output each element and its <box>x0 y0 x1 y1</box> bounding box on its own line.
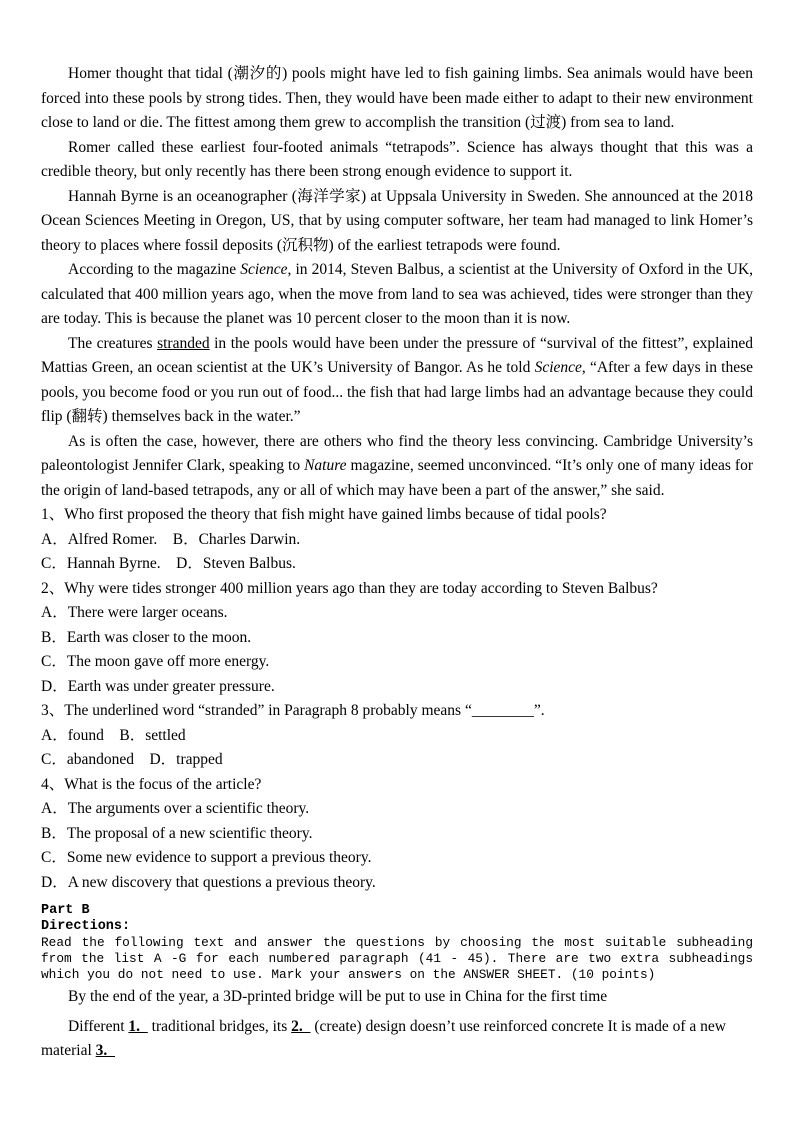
text-run: , in 2014, Steven Balbus, a scientist at the University of Oxford in the UK, calculated that 400 million years ago, when the move from land to sea was achieved, tides were stronger than they are today. This is because the planet was 10 percent closer to the moon than it is now. <box>41 261 754 327</box>
text-run: (create) design doesn’t use reinforced concrete It is made of a new material <box>41 1017 726 1059</box>
text-run: Science <box>534 359 582 376</box>
option-line: C．Hannah Byrne. D．Steven Balbus. <box>41 555 296 572</box>
text-run: According to the magazine <box>68 261 241 278</box>
text-run: 1. <box>128 1017 148 1035</box>
reading-passage <box>41 62 753 503</box>
part-b-heading: Part B <box>41 903 90 918</box>
option-line: A．Alfred Romer. B．Charles Darwin. <box>41 530 301 548</box>
paragraph <box>41 332 753 430</box>
paragraph <box>41 185 753 259</box>
question <box>41 503 753 577</box>
question <box>41 577 753 700</box>
text-run: The creatures <box>68 334 158 352</box>
question-text: 4、What is the focus of the article? <box>41 775 262 793</box>
question <box>41 699 753 773</box>
passage-intro-line: By the end of the year, a 3D-printed bridge will be put to use in China for the first time <box>68 988 608 1005</box>
text-run: Romer called these earliest four-footed animals “tetrapods”. Science has always thought that this was a credible theory, but only recently has there been strong enough evidence to support it. <box>41 138 753 180</box>
question <box>41 773 753 896</box>
option-line: D．A new discovery that questions a previous theory. <box>41 873 376 891</box>
paragraph <box>41 136 753 185</box>
option-line: A．There were larger oceans. <box>41 604 228 621</box>
cloze-sentence <box>41 1015 753 1064</box>
option-line: C．Some new evidence to support a previous theory. <box>41 849 372 866</box>
question-text: 1、Who first proposed the theory that fish might have gained limbs because of tidal pools? <box>41 506 607 523</box>
text-run: magazine, seemed unconvinced. “It’s only one of many ideas for the origin of land-based tetrapods, any or all of which may have been a part of the answer,” she said. <box>41 457 753 499</box>
text-run: Hannah Byrne is an oceanographer (海洋学家) at Uppsala University in Sweden. She announced at the 2018 Ocean Sciences Meeting in Oregon, US, that by using computer software, her team had managed to link Homer’s theory to places where fossil deposits (沉积物) of the earliest tetrapods were found. <box>41 187 753 254</box>
question-text: 3、The underlined word “stranded” in Paragraph 8 probably means “________”. <box>41 702 545 719</box>
text-run: , “After a few days in these pools, you become food or you run out of food... the fish that had large limbs had an advantage because they could flip (翻转) themselves back in the water.” <box>41 359 753 425</box>
text-run: Science <box>240 261 288 278</box>
text-run: traditional bridges, its <box>147 1017 292 1035</box>
text-run: Different <box>68 1017 129 1035</box>
paragraph <box>41 258 753 332</box>
text-run: 3. <box>95 1042 116 1059</box>
option-line: C．abandoned D．trapped <box>41 751 223 768</box>
option-line: A．found B．settled <box>41 726 186 744</box>
question-text: 2、Why were tides stronger 400 million years ago than they are today according to Steven Balbus? <box>41 579 658 597</box>
text-run: As is often the case, however, there are others who find the theory less convincing. Cambridge University’s paleontologist Jennifer Clark, speaking to <box>41 432 753 474</box>
directions-label: Directions: <box>41 919 131 934</box>
directions-text: Read the following text and answer the questions by choosing the most suitable subheading from the list A -G for each numbered paragraph (41 - 45). There are two extra subheadings which you do not need to use. Mark your answers on the ANSWER SHEET. (10 points) <box>41 935 753 982</box>
text-run: 2. <box>291 1017 311 1035</box>
option-line: C．The moon gave off more energy. <box>41 653 270 670</box>
part-b-section <box>41 903 753 1064</box>
paragraph <box>41 430 753 504</box>
option-line: B．The proposal of a new scientific theory. <box>41 824 313 842</box>
paragraph <box>41 62 753 136</box>
text-run: Homer thought that tidal (潮汐的) pools might have led to fish gaining limbs. Sea animals would have been forced into these pools by strong tides. Then, they would have been made either to adapt to their new environment close to land or die. The fittest among them grew to accomplish the transition (过渡) from sea to land. <box>41 65 753 131</box>
text-run: in the pools would have been under the pressure of “survival of the fittest”, explained Mattias Green, an ocean scientist at the UK’s University of Bangor. As he told <box>41 334 754 376</box>
text-run: stranded <box>157 334 210 352</box>
option-line: A．The arguments over a scientific theory. <box>41 800 310 817</box>
option-line: B．Earth was closer to the moon. <box>41 628 252 646</box>
option-line: D．Earth was under greater pressure. <box>41 677 275 695</box>
text-run: Nature <box>304 457 347 474</box>
question-section <box>41 503 753 895</box>
